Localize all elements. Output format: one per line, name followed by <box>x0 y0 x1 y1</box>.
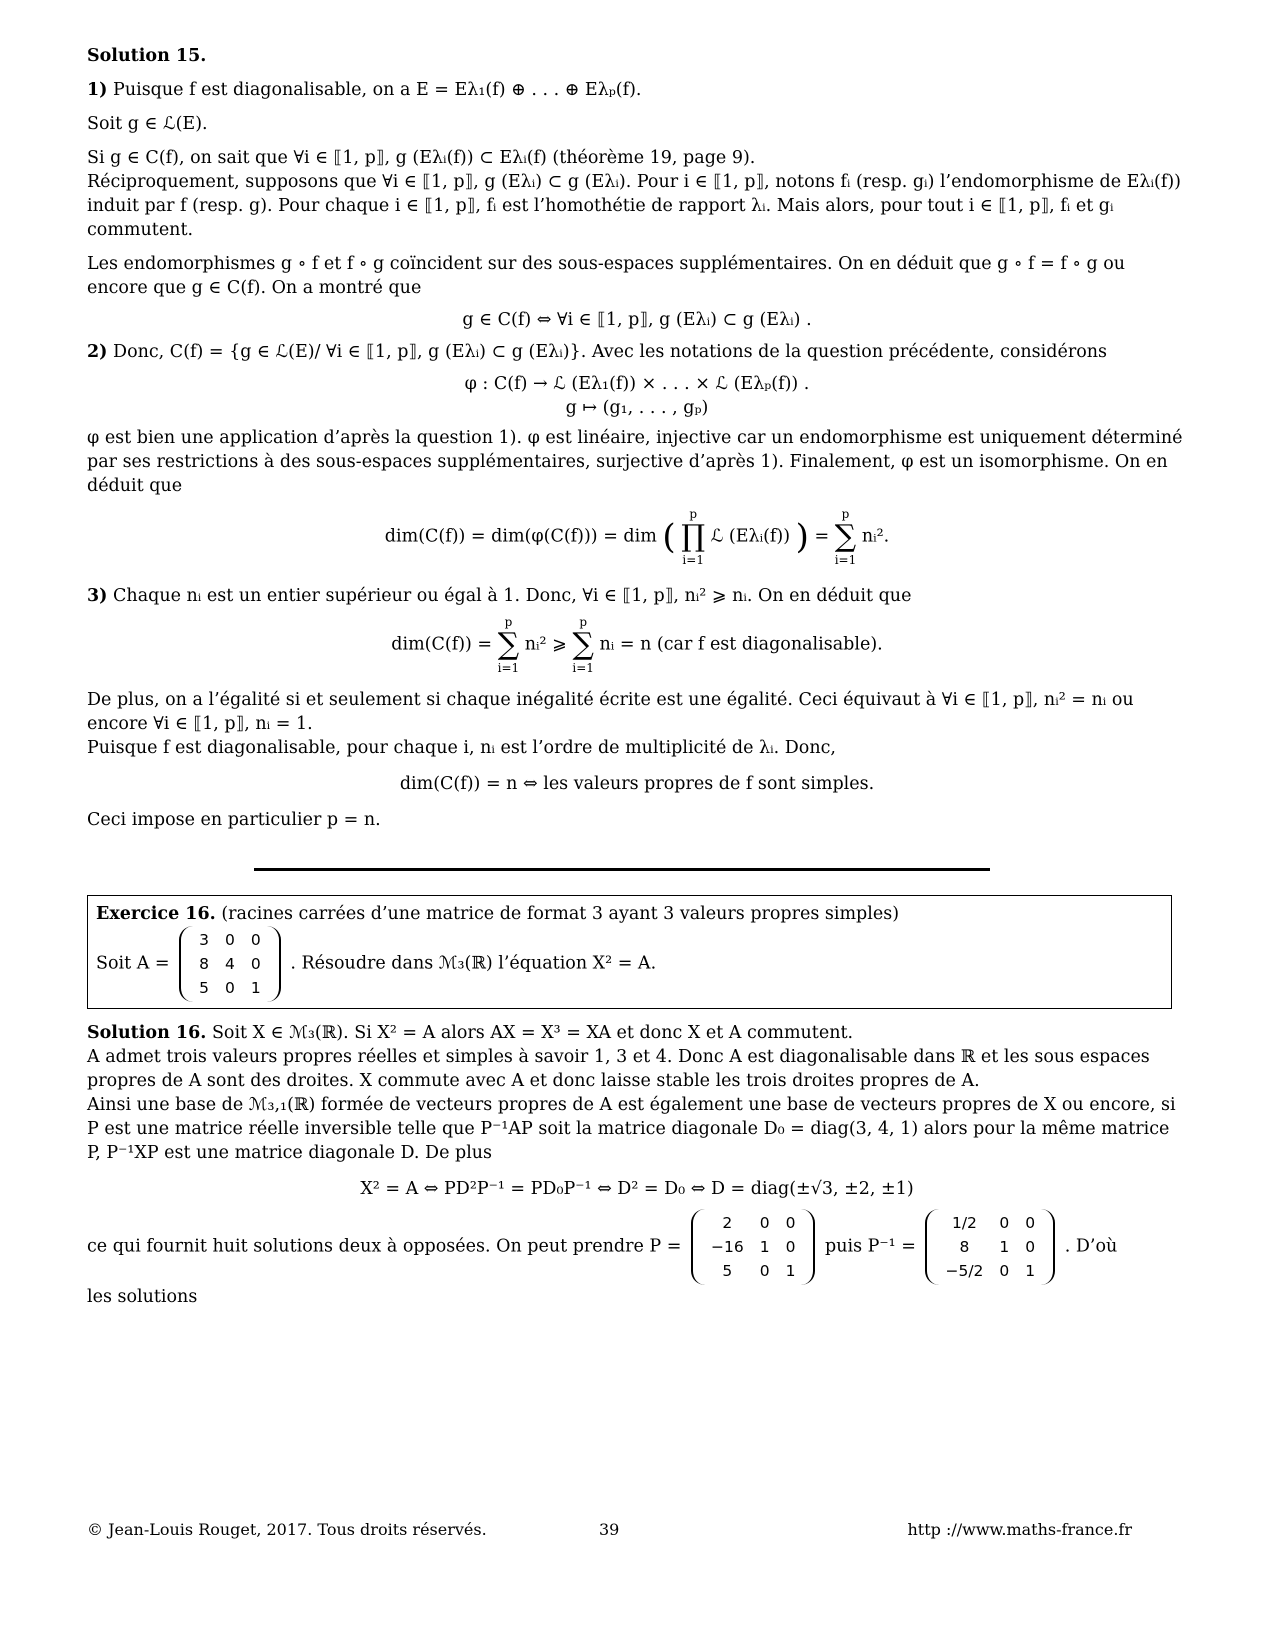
paragraph-6: φ est bien une application d’après la question 1). φ est linéaire, injective car un endomorphisme est uniquement déterminé par ses restrictions à des sous-espaces supplémentaires, surjective d’après 1). Finalement, φ est un isomorphisme. On en déduit que <box>87 428 1183 496</box>
paragraph-1: 1) Puisque f est diagonalisable, on a E = Eλ₁(f) ⊕ . . . ⊕ Eλₚ(f). <box>87 80 642 100</box>
equation-1: g ∈ C(f) ⇔ ∀i ∈ ⟦1, p⟧, g (Eλᵢ) ⊂ g (Eλᵢ) . <box>462 310 812 330</box>
phi-definition <box>87 372 1187 420</box>
equation-2: dim(C(f)) = dim(φ(C(f))) = dim ( p ∏ i=1 ℒ (Eλᵢ(f)) ) = p ∑ i=1 nᵢ². <box>384 507 890 567</box>
footer-url[interactable]: http ://www.maths-france.fr <box>907 1520 1132 1539</box>
matrix-a: 3 0 0 8 4 0 5 0 1 <box>179 926 281 1002</box>
paragraph-2: Soit g ∈ ℒ(E). <box>87 114 208 134</box>
sum-operator-1: p ∑ i=1 <box>497 615 520 675</box>
paren-left: ( <box>662 517 676 557</box>
product-operator: p ∏ i=1 <box>681 507 706 567</box>
solution-16-line-1: Solution 16. Soit X ∈ ℳ₃(ℝ). Si X² = A alors AX = X³ = XA et donc X et A commutent. <box>87 1023 854 1043</box>
solution-16-line-2: A admet trois valeurs propres réelles et simples à savoir 1, 3 et 4. Donc A est diagonalisable dans ℝ et les sous espaces propres de A sont des droites. X commute avec A et donc laisse stable les trois droites propres de A. <box>87 1047 1150 1091</box>
matrix-p-inverse: 1/2 0 0 8 1 0 −5/2 0 1 <box>925 1209 1055 1285</box>
paragraph-3b: Réciproquement, supposons que ∀i ∈ ⟦1, p⟧, g (Eλᵢ) ⊂ g (Eλᵢ). Pour i ∈ ⟦1, p⟧, notons fᵢ (resp. gᵢ) l’endomorphisme de Eλᵢ(f)) induit par f (resp. g). Pour chaque i ∈ ⟦1, p⟧, fᵢ est l’homothétie de rapport λᵢ. Mais alors, pour tout i ∈ ⟦1, p⟧, fᵢ et gᵢ commutent. <box>87 172 1182 240</box>
paren-right: ) <box>795 517 809 557</box>
paragraph-4: Les endomorphismes g ∘ f et f ∘ g coïncident sur des sous-espaces supplémentaires. On en déduit que g ∘ f = f ∘ g ou encore que g ∈ C(f). On a montré que <box>87 254 1126 298</box>
phi-row-2: g ↦ (g₁, . . . , gₚ) <box>565 398 709 418</box>
phi-row-1: φ : C(f) → ℒ (Eλ₁(f)) × . . . × ℒ (Eλₚ(f)) . <box>464 374 810 394</box>
paragraph-7: 3) Chaque nᵢ est un entier supérieur ou égal à 1. Donc, ∀i ∈ ⟦1, p⟧, nᵢ² ⩾ nᵢ. On en déduit que <box>87 586 912 606</box>
exercise-16-statement: Soit A = 3 0 0 8 4 0 5 0 1 . Résoudre dans ℳ₃(ℝ) l’équation X² = A. <box>96 926 1163 1002</box>
matrix-p: 2 0 0 −16 1 0 5 0 1 <box>691 1209 815 1285</box>
paragraph-5: 2) Donc, C(f) = {g ∈ ℒ(E)/ ∀i ∈ ⟦1, p⟧, g (Eλᵢ) ⊂ g (Eλᵢ)}. Avec les notations de la question précédente, considérons <box>87 342 1107 362</box>
solution-16-line-4: ce qui fournit huit solutions deux à opposées. On peut prendre P = 2 0 0 −16 1 0 5 0 1 puis P⁻¹ = 1/2 0 0 8 1 0 −5/2 0 1 . D’où <box>87 1209 1187 1285</box>
equation-4: dim(C(f)) = n ⇔ les valeurs propres de f sont simples. <box>399 774 875 794</box>
paragraph-9: Ceci impose en particulier p = n. <box>87 810 381 830</box>
page-content <box>87 44 1187 1319</box>
paragraph-3a: Si g ∈ C(f), on sait que ∀i ∈ ⟦1, p⟧, g (Eλᵢ(f)) ⊂ Eλᵢ(f) (théorème 19, page 9). <box>87 148 756 168</box>
solution-16-equation: X² = A ⇔ PD²P⁻¹ = PD₀P⁻¹ ⇔ D² = D₀ ⇔ D = diag(±√3, ±2, ±1) <box>360 1179 914 1199</box>
paragraph-8a: De plus, on a l’égalité si et seulement si chaque inégalité écrite est une égalité. Ceci équivaut à ∀i ∈ ⟦1, p⟧, nᵢ² = nᵢ ou encore ∀i ∈ ⟦1, p⟧, nᵢ = 1. <box>87 690 1134 734</box>
paragraph-8b: Puisque f est diagonalisable, pour chaque i, nᵢ est l’ordre de multiplicité de λᵢ. Donc, <box>87 738 836 758</box>
exercise-16-box <box>87 895 1172 1009</box>
solution-15-title: Solution 15. <box>87 46 207 66</box>
separator-rule <box>254 868 990 871</box>
footer-copyright: © Jean-Louis Rouget, 2017. Tous droits réservés. <box>87 1520 487 1539</box>
equation-3: dim(C(f)) = p ∑ i=1 nᵢ² ⩾ p ∑ i=1 nᵢ = n (car f est diagonalisable). <box>391 615 883 675</box>
sum-operator: p ∑ i=1 <box>834 507 857 567</box>
solution-16-line-3: Ainsi une base de ℳ₃,₁(ℝ) formée de vecteurs propres de A est également une base de vecteurs propres de X ou encore, si P est une matrice réelle inversible telle que P⁻¹AP soit la matrice diagonale D₀ = diag(3, 4, 1) alors pour la même matrice P, P⁻¹XP est une matrice diagonale D. De plus <box>87 1095 1176 1163</box>
solution-16-line-5: les solutions <box>87 1287 198 1307</box>
sum-operator-2: p ∑ i=1 <box>572 615 594 675</box>
footer-page-number: 39 <box>599 1520 620 1539</box>
exercise-16-heading: Exercice 16. (racines carrées d’une matrice de format 3 ayant 3 valeurs propres simples) <box>96 904 900 924</box>
